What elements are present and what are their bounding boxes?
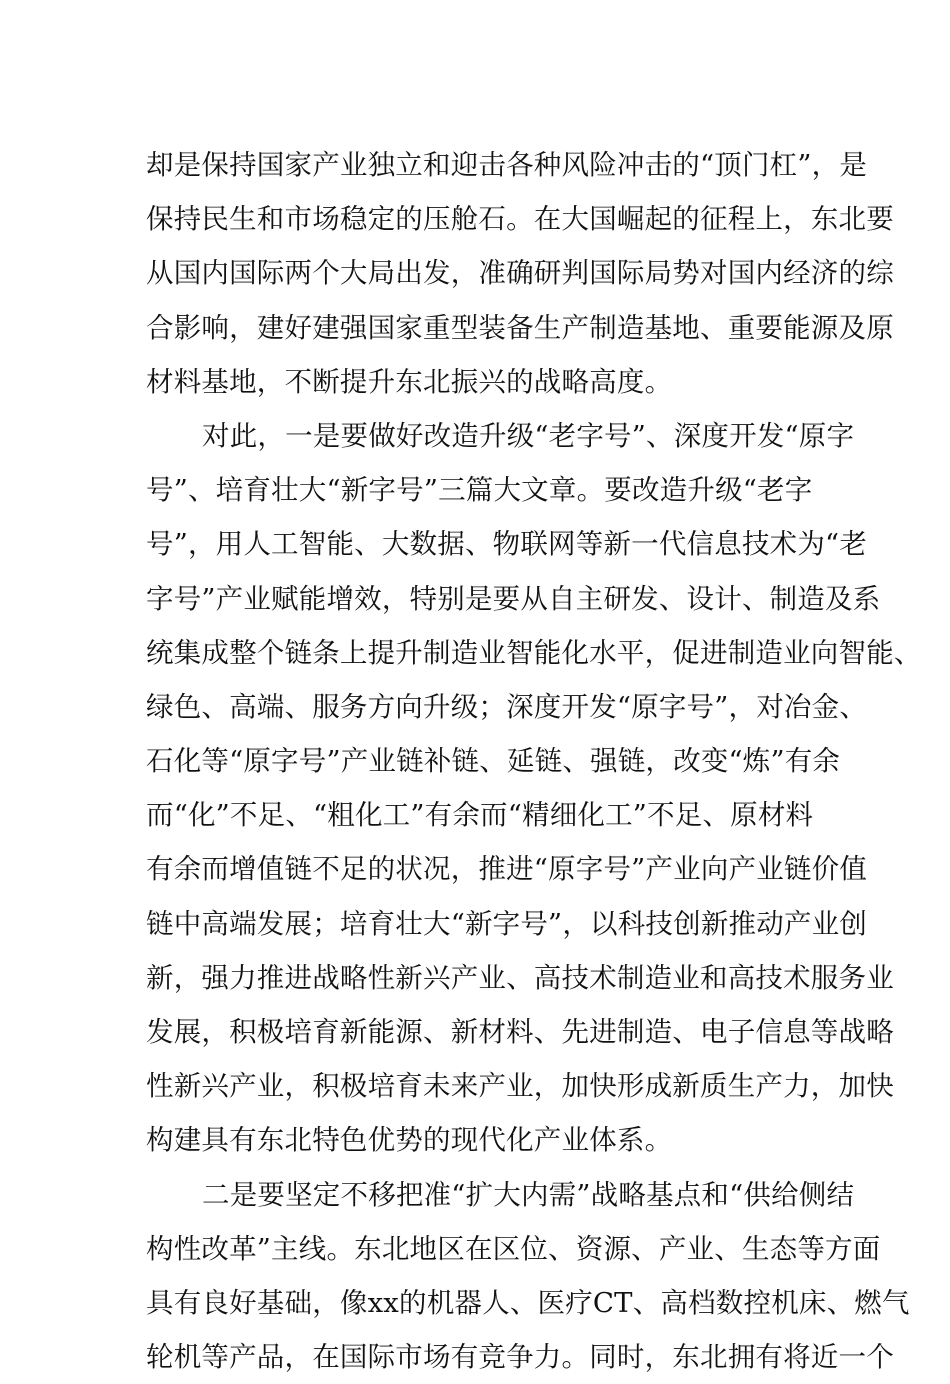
- text-line: 保持民生和市场稳定的压舱石。在大国崛起的征程上，东北要: [146, 203, 894, 236]
- text-line: 字号”产业赋能增效，特别是要从自主研发、设计、制造及系: [146, 582, 881, 615]
- text-line: 有余而增值链不足的状况，推进“原字号”产业向产业链价值: [146, 853, 868, 886]
- text-line: 而“化”不足、“粗化工”有余而“精细化工”不足、原材料: [146, 799, 814, 832]
- text-line: 性新兴产业，积极培育未来产业，加快形成新质生产力，加快: [146, 1070, 894, 1103]
- text-line: 具有良好基础，像xx的机器人、医疗CT、高档数控机床、燃气: [146, 1286, 910, 1319]
- text-line: 却是保持国家产业独立和迎击各种风险冲击的“顶门杠”，是: [146, 149, 868, 181]
- text-line: 构建具有东北特色优势的现代化产业体系。: [146, 1124, 673, 1157]
- text-line: 石化等“原字号”产业链补链、延链、强链，改变“炼”有余: [146, 745, 841, 778]
- text-line: 发展，积极培育新能源、新材料、先进制造、电子信息等战略: [146, 1016, 894, 1048]
- text-line: 链中高端发展；培育壮大“新字号”，以科技创新推动产业创: [146, 907, 868, 940]
- document-body: [146, 138, 922, 1384]
- text-line: 统集成整个链条上提升制造业智能化水平，促进制造业向智能、: [146, 636, 922, 669]
- text-line: 构性改革”主线。东北地区在区位、资源、产业、生态等方面: [146, 1232, 881, 1265]
- text-line: 材料基地，不断提升东北振兴的战略高度。: [146, 365, 673, 398]
- text-line: 轮机等产品，在国际市场有竞争力。同时，东北拥有将近一个: [146, 1341, 894, 1374]
- text-line: 合影响，建好建强国家重型装备生产制造基地、重要能源及原: [146, 311, 894, 344]
- text-line: 绿色、高端、服务方向升级；深度开发“原字号”，对冶金、: [146, 690, 868, 723]
- text-line: 号”，用人工智能、大数据、物联网等新一代信息技术为“老: [146, 528, 868, 561]
- text-line: 新，强力推进战略性新兴产业、高技术制造业和高技术服务业: [146, 961, 894, 994]
- text-line: 从国内国际两个大局出发，准确研判国际局势对国内经济的综: [146, 257, 894, 290]
- paragraph-first-line: 二是要坚定不移把准“扩大内需”战略基点和“供给侧结: [202, 1178, 855, 1211]
- text-line: 号”、培育壮大“新字号”三篇大文章。要改造升级“老字: [146, 474, 813, 507]
- paragraph-first-line: 对此，一是要做好改造升级“老字号”、深度开发“原字: [202, 419, 855, 452]
